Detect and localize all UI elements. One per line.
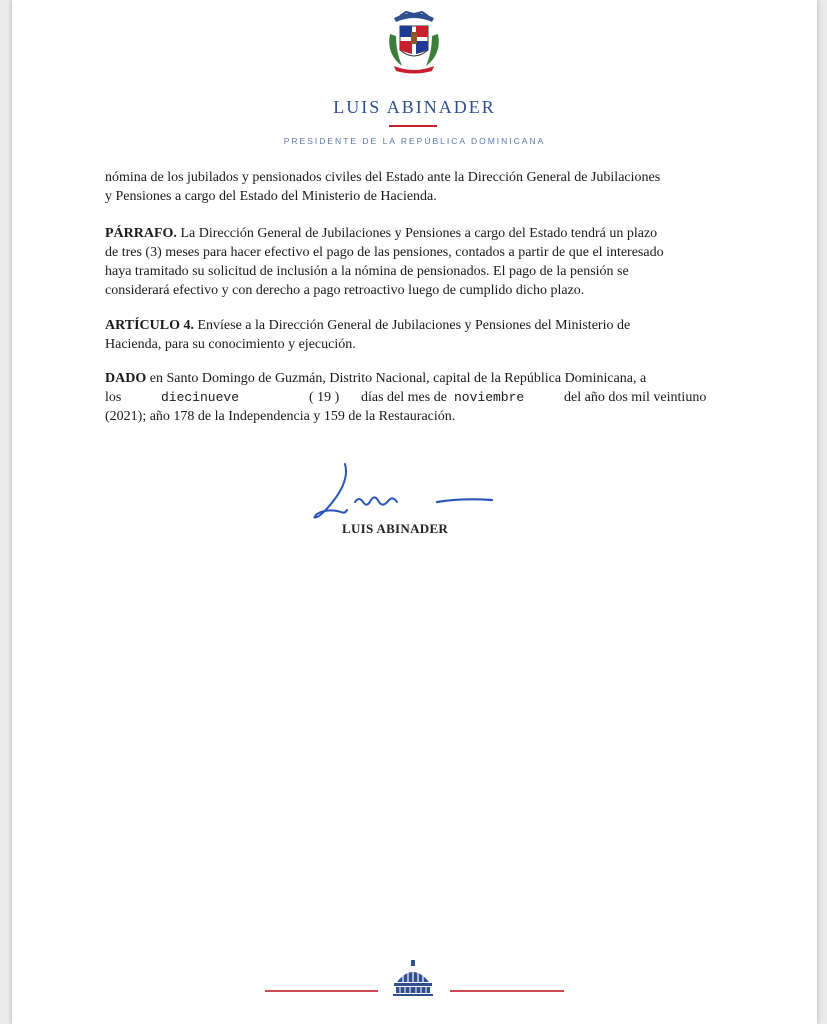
text-dias-mes: días del mes de xyxy=(361,390,447,405)
signatory-name: LUIS ABINADER xyxy=(342,521,449,536)
text-year: del año dos mil veintiuno xyxy=(564,390,707,405)
document-page xyxy=(12,0,817,1024)
text-line: Hacienda, para su conocimiento y ejecución. xyxy=(105,337,356,352)
footer-divider-right xyxy=(450,990,564,992)
letterhead-divider xyxy=(389,125,437,127)
text-line: considerará efectivo y con derecho a pago retroactivo luego de cumplido dicho plazo. xyxy=(105,283,585,298)
paragraph-parrafo xyxy=(105,224,709,300)
paragraph-dado xyxy=(105,369,709,426)
paragraph-continuation xyxy=(105,168,709,206)
text-line: en Santo Domingo de Guzmán, Distrito Nacional, capital de la República Dominicana, a xyxy=(146,371,647,386)
text-line: haya tramitado su solicitud de inclusión a la nómina de pensionados. El pago de la pensión se xyxy=(105,264,629,279)
day-word-field: diecinueve xyxy=(161,390,240,405)
text-line: La Dirección General de Jubilaciones y Pensiones a cargo del Estado tendrá un plazo xyxy=(176,226,658,241)
text-line: y Pensiones a cargo del Estado del Ministerio de Hacienda. xyxy=(105,189,437,204)
text-line: de tres (3) meses para hacer efectivo el pago de las pensiones, contados a partir de que el interesado xyxy=(105,245,664,260)
month-field: noviembre xyxy=(454,390,525,405)
paragraph-articulo-4 xyxy=(105,316,709,354)
letterhead-title: PRESIDENTE DE LA REPÚBLICA DOMINICANA xyxy=(283,136,546,146)
national-palace-dome-icon xyxy=(389,958,437,998)
text-line: nómina de los jubilados y pensionados civiles del Estado ante la Dirección General de Jubilaciones xyxy=(105,170,661,185)
handwritten-signature xyxy=(297,458,497,528)
text-los: los xyxy=(105,390,122,405)
dado-label: DADO xyxy=(105,371,147,386)
article-label: ARTÍCULO 4. xyxy=(105,318,194,333)
letterhead-name: LUIS ABINADER xyxy=(333,97,496,117)
coat-of-arms-icon xyxy=(380,8,448,76)
day-number-field: ( 19 ) xyxy=(309,390,340,405)
date-line xyxy=(105,388,709,407)
text-line: (2021); año 178 de la Independencia y 159 de la Restauración. xyxy=(105,409,456,424)
text-line: Envíese a la Dirección General de Jubilaciones y Pensiones del Ministerio de xyxy=(193,318,631,333)
paragraph-label: PÁRRAFO. xyxy=(105,226,177,241)
footer-divider-left xyxy=(265,990,378,992)
